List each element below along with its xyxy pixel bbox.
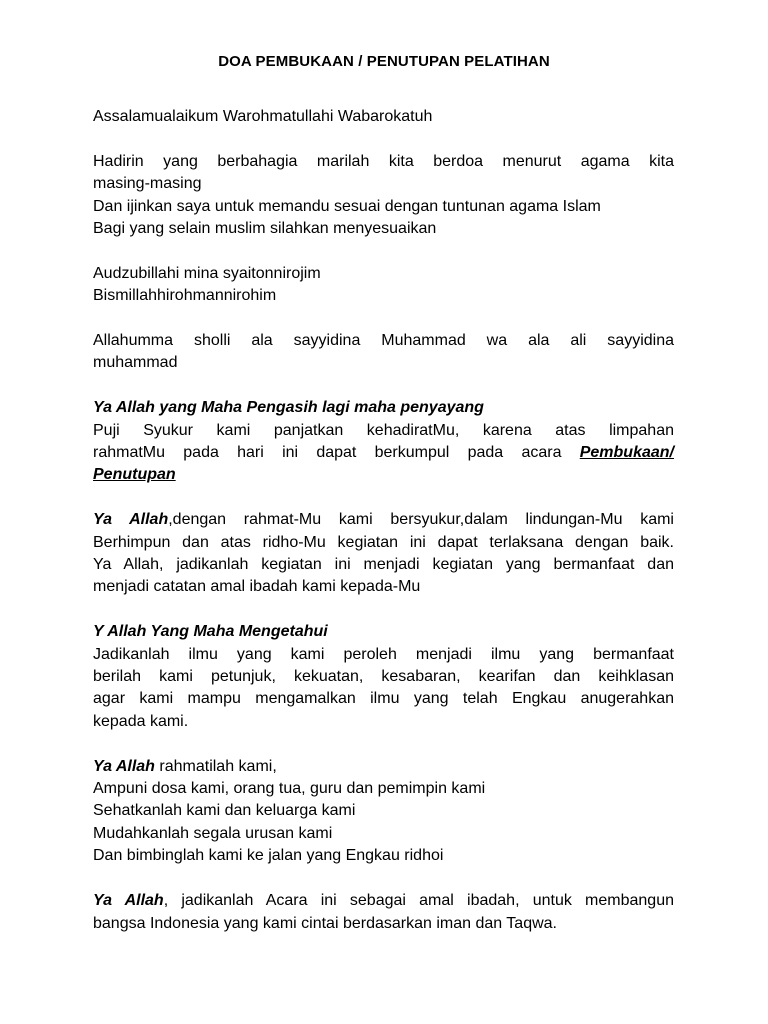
section-heading: Ya Allah yang Maha Pengasih lagi maha penyayang [93, 399, 484, 417]
text-line: Berhimpun dan atas ridho-Mu kegiatan ini dapat terlaksana dengan baik. [93, 533, 674, 551]
text-segment: ,dengan rahmat-Mu kami bersyukur,dalam lindungan-Mu kami [168, 511, 674, 529]
event-name-emphasis: Penutupan [93, 466, 176, 484]
section-heading: Y Allah Yang Maha Mengetahui [93, 623, 328, 641]
text-line: Allahumma sholli ala sayyidina Muhammad wa ala ali sayyidina [93, 332, 674, 350]
text-line: Audzubillahi mina syaitonnirojim [93, 264, 321, 282]
text-line: Hadirin yang berbahagia marilah kita berdoa menurut agama kita [93, 152, 674, 170]
text-line: Assalamualaikum Warohmatullahi Wabarokatuh [93, 108, 433, 125]
invocation-emphasis: Ya Allah [93, 511, 169, 529]
text-line [93, 442, 674, 464]
text-line [93, 890, 674, 912]
text-line [93, 756, 674, 778]
paragraph-blessing [93, 509, 674, 599]
paragraph-knowledge [93, 621, 674, 733]
text-line: Bismillahhirohmannirohim [93, 287, 277, 305]
text-line [93, 509, 674, 531]
text-line: bangsa Indonesia yang kami cintai berdasarkan iman dan Taqwa. [93, 914, 557, 932]
text-segment: , jadikanlah Acara ini sebagai amal ibadah, untuk membangun [163, 892, 674, 910]
text-line: menjadi catatan amal ibadah kami kepada-Mu [93, 578, 421, 596]
text-line: Mudahkanlah segala urusan kami [93, 824, 333, 842]
document-body [93, 106, 674, 957]
text-line: Dan ijinkan saya untuk memandu sesuai dengan tuntunan agama Islam [93, 197, 601, 215]
text-line: masing-masing [93, 175, 202, 193]
invocation-emphasis: Ya Allah [93, 892, 164, 910]
text-line: Dan bimbinglah kami ke jalan yang Engkau ridhoi [93, 847, 444, 865]
text-line: Jadikanlah ilmu yang kami peroleh menjadi ilmu yang bermanfaat [93, 645, 674, 663]
paragraph-gratitude [93, 397, 674, 487]
text-line: Bagi yang selain muslim silahkan menyesuaikan [93, 220, 437, 238]
text-line: kepada kami. [93, 712, 189, 730]
text-line: Sehatkanlah kami dan keluarga kami [93, 802, 356, 820]
text-segment: rahmatMu pada hari ini dapat berkumpul pada acara [93, 444, 580, 462]
document-title: DOA PEMBUKAAN / PENUTUPAN PELATIHAN [218, 53, 550, 70]
text-segment: rahmatilah kami, [154, 757, 277, 775]
text-line: Ya Allah, jadikanlah kegiatan ini menjadi kegiatan yang bermanfaat dan [93, 556, 674, 574]
event-name-emphasis: Pembukaan/ [579, 444, 674, 462]
paragraph-invitation [93, 151, 674, 241]
paragraph-closing [93, 890, 674, 935]
text-line: berilah kami petunjuk, kekuatan, kesabaran, kearifan dan keihklasan [93, 668, 674, 686]
paragraph-taawudz [93, 263, 674, 308]
invocation-emphasis: Ya Allah [93, 757, 155, 775]
text-line: muhammad [93, 354, 178, 372]
paragraph-greeting [93, 106, 674, 128]
text-line: agar kami mampu mengamalkan ilmu yang telah Engkau anugerahkan [93, 690, 674, 708]
text-line: Ampuni dosa kami, orang tua, guru dan pemimpin kami [93, 780, 486, 798]
paragraph-sholawat [93, 330, 674, 375]
paragraph-mercy [93, 756, 674, 868]
text-line: Puji Syukur kami panjatkan kehadiratMu, karena atas limpahan [93, 421, 674, 439]
